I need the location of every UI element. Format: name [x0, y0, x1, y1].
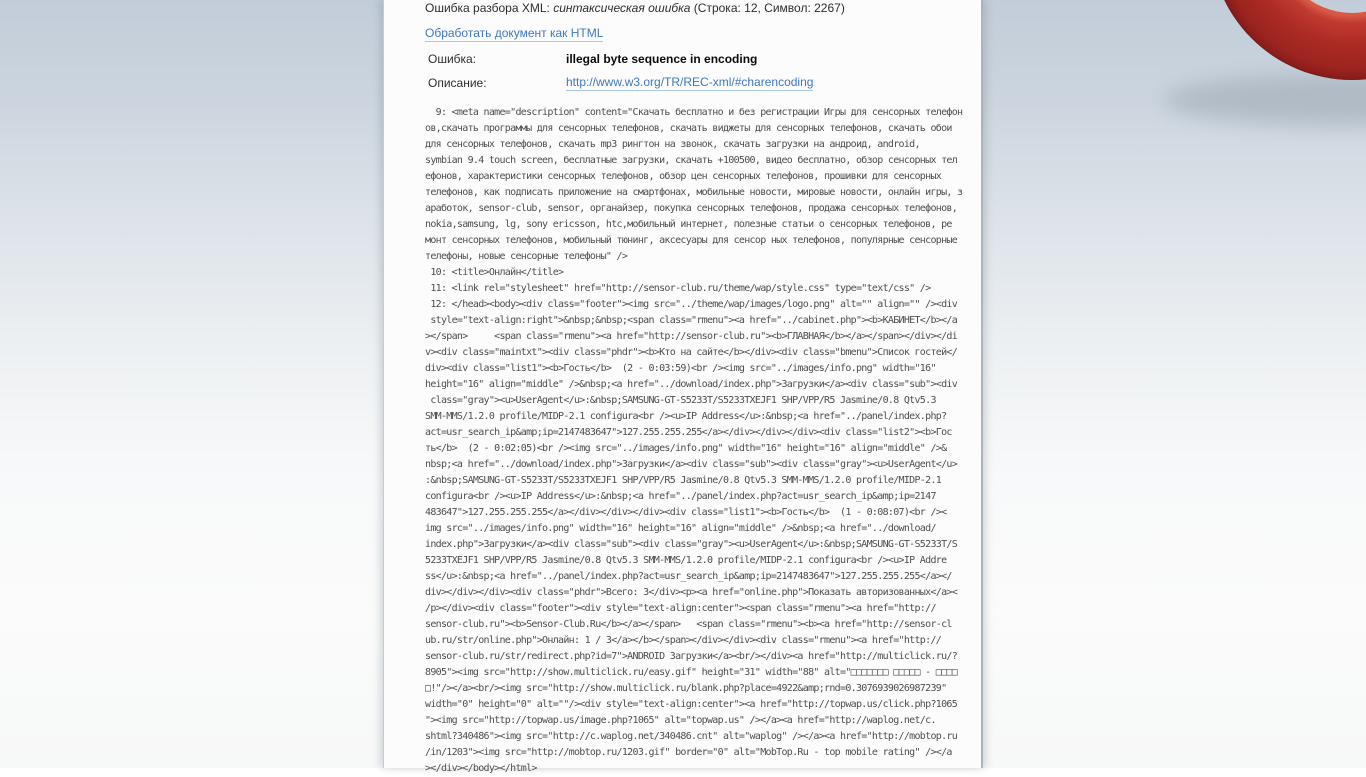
xml-source-line: SMM-MMS/1.2.0 profile/MIDP-2.1 configura<br /><u>IP Address</u>:&nbsp;<a href="../panel/index.php? [425, 411, 947, 422]
xml-source-line: ></div></body></html> [425, 763, 537, 774]
xml-source-line: configura<br /><u>IP Address</u>:&nbsp;<a href="../panel/index.php?act=usr_search_ip&amp;ip=2147 [425, 491, 936, 502]
xml-source-line: 5233TXEJF1 SHP/VPP/R5 Jasmine/0.8 Qtv5.3 SMM-MMS/1.2.0 profile/MIDP-2.1 configura<br /><u>IP Addre [425, 555, 947, 566]
error-page-content [384, 0, 981, 777]
description-label: Описание: [428, 76, 487, 90]
xml-source-line: 9: <meta name="description" content="Скачать бесплатно и без регистрации Игры для сенсорных телефон [425, 107, 963, 118]
table-row [425, 52, 937, 76]
xml-source-line: телефонов, как подписать приложение на смартфонах, мобильные новости, мировые новости, онлайн игры, з [425, 187, 963, 198]
spec-url-link[interactable]: http://www.w3.org/TR/REC-xml/#charencoding [566, 75, 814, 89]
xml-source-line: sensor-club.ru/str/redirect.php?id=7">ANDROID Загрузки</a><br/></div><a href="http://multiclick.ru/? [425, 651, 958, 662]
error-title-location: (Строка: 12, Символ: 2267) [690, 1, 845, 15]
xml-source-line: □!"/></a><br/><img src="http://show.multiclick.ru/blank.php?place=4922&amp;rnd=0.3076939026987239" [425, 683, 947, 694]
error-label: Ошибка: [428, 52, 477, 66]
xml-source-line: 483647">127.255.255.255</a></div></div></div><div class="list1"><b>Гость</b> (1 - 0:08:07)<br />< [425, 507, 947, 518]
xml-source-line: ов,скачать программы для сенсорных телефонов, скачать виджеты для сенсорных телефонов, скачать обои [425, 123, 952, 134]
xml-source-line: nbsp;<a href="../download/index.php">Загрузки</a><div class="sub"><div class="gray"><u>UserAgent</u> [425, 459, 958, 470]
xml-source-line: ss</u>:&nbsp;<a href="../panel/index.php?act=usr_search_ip&amp;ip=2147483647">127.255.255.255</a></ [425, 571, 952, 582]
error-title-kind: синтаксическая ошибка [553, 1, 691, 15]
xml-source-line: ub.ru/str/online.php">Онлайн: 1 / 3</a></b></span></div></div><div class="rmenu"><a href="http:// [425, 635, 942, 646]
xml-source-line: div><div class="list1"><b>Гость</b> (2 - 0:03:59)<br /><img src="../images/info.png" width="16" [425, 363, 936, 374]
xml-source-line: /p></div><div class="footer"><div style="text-align:center"><span class="rmenu"><a href="http:// [425, 603, 936, 614]
xml-source-line: act=usr_search_ip&amp;ip=2147483647">127.255.255.255</a></div></div></div><div class="list2"><b>Гос [425, 427, 952, 438]
xml-source-line: symbian 9.4 touch screen, бесплатные загрузки, скачать +100500, видео бесплатно, обзор сенсорных тел [425, 155, 958, 166]
xml-source-line: ефонов, характеристики сенсорных телефонов, обзор цен сенсорных телефонов, прошивки для сенсорных [425, 171, 942, 182]
xml-source-line: nokia,samsung, lg, sony ericsson, htc,мобильный интернет, полезные статьи о сенсорных телефонов, ре [425, 219, 952, 230]
xml-source-line: 10: <title>Онлайн</title> [425, 267, 564, 278]
reparse-row [425, 26, 937, 40]
xml-source-line: монт сенсорных телефонов, мобильный тюнинг, аксесуары для сенсор ных телефонов, популярные сенсорные [425, 235, 958, 246]
xml-source-line: телефоны, новые сенсорные телефоны" /> [425, 251, 628, 262]
table-row [425, 76, 937, 100]
xml-source-line: img src="../images/info.png" width="16" height="16" align="middle" />&nbsp;<a href="../download/ [425, 523, 936, 534]
xml-source-line: index.php">Загрузки</a><div class="sub"><div class="gray"><u>UserAgent</u>:&nbsp;SAMSUNG-GT-S5233T/S [425, 539, 958, 550]
xml-source-line: div></div></div><div class="phdr">Всего: 3</div><p><a href="online.php">Показать авторизованных</a>< [425, 587, 958, 598]
xml-source-line: аработок, sensor-club, sensor, органайзер, покупка сенсорных телефонов, продажа сенсорных телефонов, [425, 203, 958, 214]
xml-source-line: v><div class="maintxt"><div class="phdr"><b>Кто на сайте</b></div><div class="bmenu">Список гостей</ [425, 347, 958, 358]
xml-source-line: width="0" height="0" alt=""/><div style="text-align:center"><a href="http://topwap.us/click.php?1065 [425, 699, 958, 710]
reparse-as-html-link[interactable]: Обработать документ как HTML [425, 26, 604, 40]
error-value: illegal byte sequence in encoding [566, 52, 758, 66]
xml-source-line: height="16" align="middle" />&nbsp;<a href="../download/index.php">Загрузки</a><div class="sub"><div [425, 379, 958, 390]
xml-source-line: sensor-club.ru"><b>Sensor-Club.Ru</b></a></span> <span class="rmenu"><b><a href="http://sensor-cl [425, 619, 952, 630]
content-panel [383, 0, 983, 774]
page-title [425, 2, 937, 15]
xml-source-line: :&nbsp;SAMSUNG-GT-S5233T/S5233TXEJF1 SHP/VPP/R5 Jasmine/0.8 Qtv5.3 SMM-MMS/1.2.0 profile/MIDP-2.1 [425, 475, 942, 486]
xml-source-line: "><img src="http://topwap.us/image.php?1065" alt="topwap.us" /></a><a href="http://waplog.net/c. [425, 715, 936, 726]
xml-source-line: ть</b> (2 - 0:02:05)<br /><img src="../images/info.png" width="16" height="16" align="middle" />& [425, 443, 947, 454]
xml-source-line: 12: </head><body><div class="footer"><img src="../theme/wap/images/logo.png" alt="" align="" /><div [425, 299, 958, 310]
error-details-table [425, 52, 937, 100]
error-title-prefix: Ошибка разбора XML: [425, 1, 554, 15]
xml-source-line: для сенсорных телефонов, скачать mp3 рингтон на звонок, скачать загрузки на андроид, android, [425, 139, 920, 150]
xml-source-line: style="text-align:right">&nbsp;&nbsp;<span class="rmenu"><a href="../cabinet.php"><b>КАБИНЕТ</b></a [425, 315, 958, 326]
xml-source-line: class="gray"><u>UserAgent</u>:&nbsp;SAMSUNG-GT-S5233T/S5233TXEJF1 SHP/VPP/R5 Jasmine/0.8 Qtv5.3 [425, 395, 936, 406]
xml-source-line: 8905"><img src="http://show.multiclick.ru/easy.gif" height="31" width="88" alt="□□□□□□□ □□□□□ - □□□□ [425, 667, 958, 678]
xml-source-line: ></span> <span class="rmenu"><a href="http://sensor-club.ru"><b>ГЛАВНАЯ</b></a></span></div></di [425, 331, 958, 342]
xml-source [425, 105, 963, 777]
xml-source-line: 11: <link rel="stylesheet" href="http://sensor-club.ru/theme/wap/style.css" type="text/css" /> [425, 283, 931, 294]
xml-source-line: shtml?340486"><img src="http://c.waplog.net/340486.cnt" alt="waplog" /></a><a href="http://mobtop.ru [425, 731, 958, 742]
xml-source-line: /in/1203"><img src="http://mobtop.ru/1203.gif" border="0" alt="MobTop.Ru - top mobile rating" /></a [425, 747, 952, 758]
